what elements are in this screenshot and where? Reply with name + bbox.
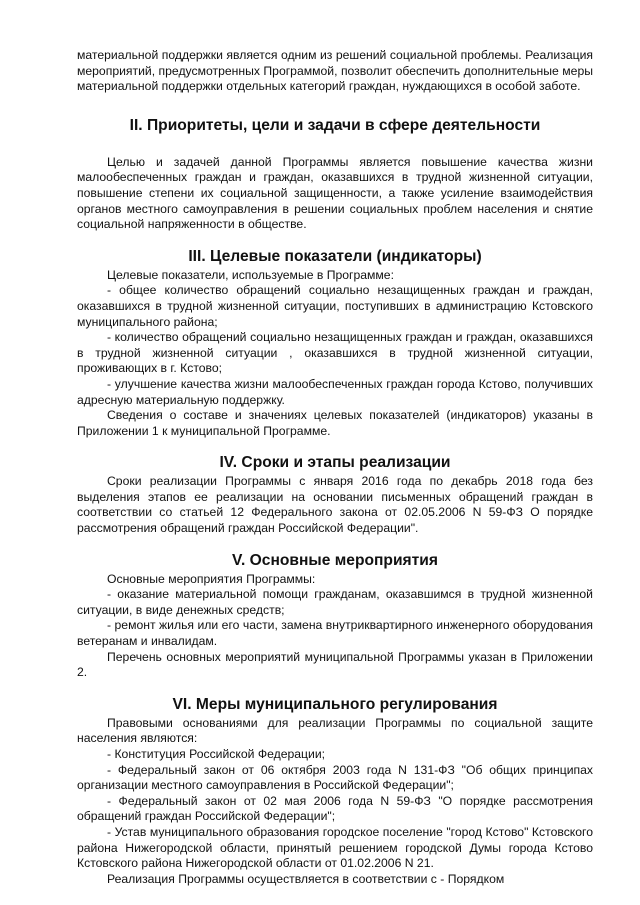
section-3-paragraph: - общее количество обращений социально незащищенных граждан и граждан, оказавшихся в трудной жизненной ситуации, поступивших в администрацию Кстовского муниципального района; [77,283,593,329]
section-4-paragraph: Сроки реализации Программы с января 2016 года по декабрь 2018 года без выделения этапов ее реализации на основании письменных обращений граждан в соответствии со статьей 12 Федерального закона от 02.05.2006 N 59-ФЗ О порядке рассмотрения обращений граждан Российской Федерации". [77,474,593,536]
section-6-paragraph: Правовыми основаниями для реализации Программы по социальной защите населения являются: [77,715,593,746]
intro-paragraph: материальной поддержки является одним из решений социальной проблемы. Реализация мероприятий, предусмотренных Программой, позволит обеспечить дополнительные меры материальной поддержки отдельных категорий граждан, нуждающихся в особой заботе. [77,48,593,94]
section-5-heading: V. Основные мероприятия [232,551,438,569]
section-5-paragraph: - оказание материальной помощи гражданам, оказавшимся в трудной жизненной ситуации, в виде денежных средств; [77,587,593,617]
section-3-paragraph: Целевые показатели, используемые в Программе: [107,267,394,282]
section-6-heading: VI. Меры муниципального регулирования [172,695,498,713]
section-6-paragraph: - Федеральный закон от 02 мая 2006 года N 59-ФЗ "О порядке рассмотрения обращений граждан Российской Федерации"; [77,793,593,824]
section-4-heading: IV. Сроки и этапы реализации [219,454,451,472]
section-3-paragraph: Сведения о составе и значениях целевых показателей (индикаторов) указаны в Приложении 1 к муниципальной Программе. [77,408,593,438]
section-5-paragraph: - ремонт жилья или его части, замена внутриквартирного инженерного оборудования ветеранам и инвалидам. [77,618,593,649]
section-3-heading: III. Целевые показатели (индикаторы) [188,247,482,265]
document-page [77,48,593,887]
section-2-paragraph: Целью и задачей данной Программы является повышение качества жизни малообеспеченных граждан и граждан, оказавшихся в трудной жизненной ситуации, повышение степени их социальной защищенности, а также усиление взаимодействия органов местного самоуправления в решении социальных проблем населения и снятие социальной напряженности в обществе. [77,154,593,232]
section-3-paragraph: - улучшение качества жизни малообеспеченных граждан города Кстово, получивших адресную материальную поддержку. [77,376,593,407]
section-2-heading: II. Приоритеты, цели и задачи в сфере деятельности [129,116,541,134]
section-6-paragraph: - Устав муниципального образования городское поселение "город Кстово" Кстовского района Нижегородской области, принятый решением городской Думы города Кстово Кстовского района Нижегородской области от 01.02.2006 N 21. [77,824,593,871]
section-6-paragraph: - Федеральный закон от 06 октября 2003 года N 131-ФЗ "Об общих принципах организации местного самоуправления в Российской Федерации"; [77,762,593,793]
section-6-paragraph: - Конституция Российской Федерации; [107,747,326,761]
section-5-paragraph: Основные мероприятия Программы: [107,571,316,586]
section-6-paragraph: Реализация Программы осуществляется в соответствии с - Порядком [107,871,505,886]
section-3-paragraph: - количество обращений социально незащищенных граждан и граждан, оказавшихся в трудной жизненной ситуации , оказавшихся в трудной жизненной ситуации, проживающих в г. Кстово; [77,330,593,376]
section-5-paragraph: Перечень основных мероприятий муниципальной Программы указан в Приложении 2. [77,649,593,680]
